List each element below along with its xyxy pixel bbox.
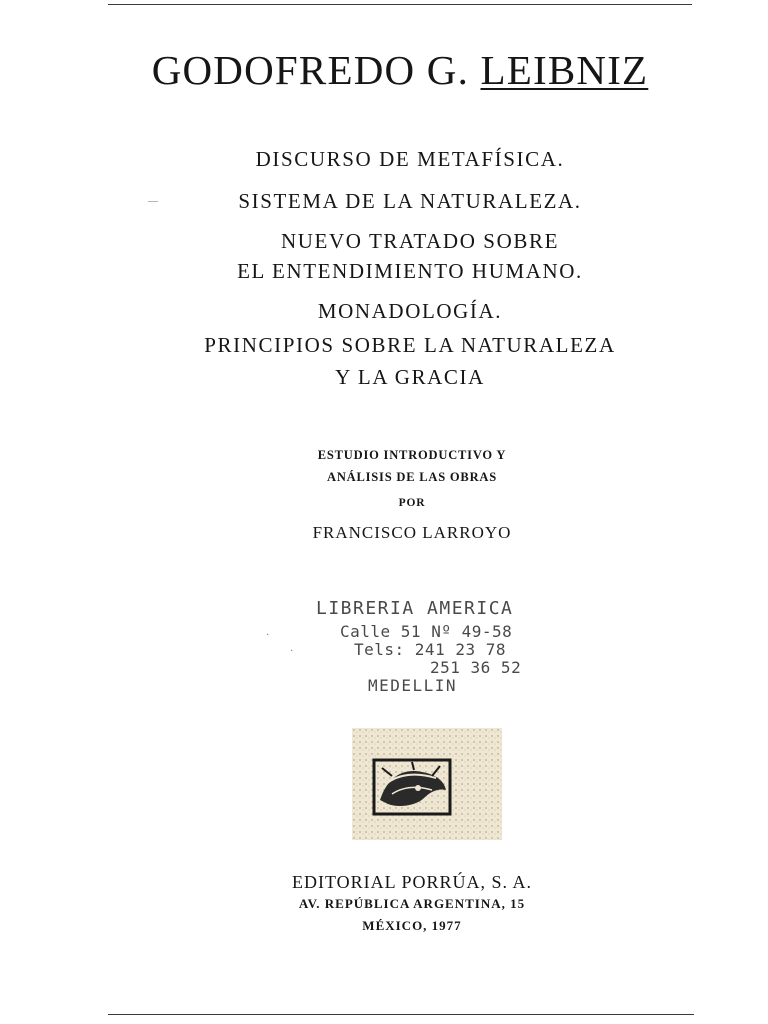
- stamp-city: MEDELLIN: [368, 676, 458, 695]
- stamp-store: LIBRERIA AMERICA: [316, 598, 514, 619]
- stamp-phone-2: 251 36 52: [430, 658, 522, 677]
- work-title: EL ENTENDIMIENTO HUMANO.: [237, 259, 583, 283]
- work-title: DISCURSO DE METAFÍSICA.: [255, 147, 565, 171]
- work-title: MONADOLOGÍA.: [317, 299, 503, 323]
- work-title: SISTEMA DE LA NATURALEZA.: [238, 189, 582, 213]
- work-title: NUEVO TRATADO SOBRE: [280, 229, 559, 253]
- publisher-address: AV. REPÚBLICA ARGENTINA, 15: [298, 896, 526, 911]
- publisher-emblem-icon: [352, 728, 502, 840]
- publisher-name: EDITORIAL PORRÚA, S. A.: [291, 872, 533, 892]
- author-name: [100, 46, 700, 94]
- stamp-address: Calle 51 Nº 49-58: [340, 622, 513, 641]
- ink-speck: ·: [266, 630, 270, 641]
- por-label: POR: [398, 497, 426, 509]
- top-rule: [108, 4, 692, 5]
- ink-speck: —: [148, 196, 158, 207]
- stamp-phone-1: Tels: 241 23 78: [354, 640, 506, 659]
- author-first-name: GODOFREDO G.: [151, 47, 470, 93]
- bottom-rule: [108, 1014, 694, 1015]
- editor-name: FRANCISCO LARROYO: [312, 523, 512, 542]
- study-line-2: ANÁLISIS DE LAS OBRAS: [327, 470, 497, 484]
- ink-speck: ·: [290, 646, 294, 657]
- publisher-city-year: MÉXICO, 1977: [362, 918, 462, 933]
- author-surname: LEIBNIZ: [480, 47, 649, 93]
- study-line-1: ESTUDIO INTRODUCTIVO Y: [317, 448, 507, 462]
- work-title: Y LA GRACIA: [335, 365, 485, 389]
- work-title: PRINCIPIOS SOBRE LA NATURALEZA: [204, 333, 616, 357]
